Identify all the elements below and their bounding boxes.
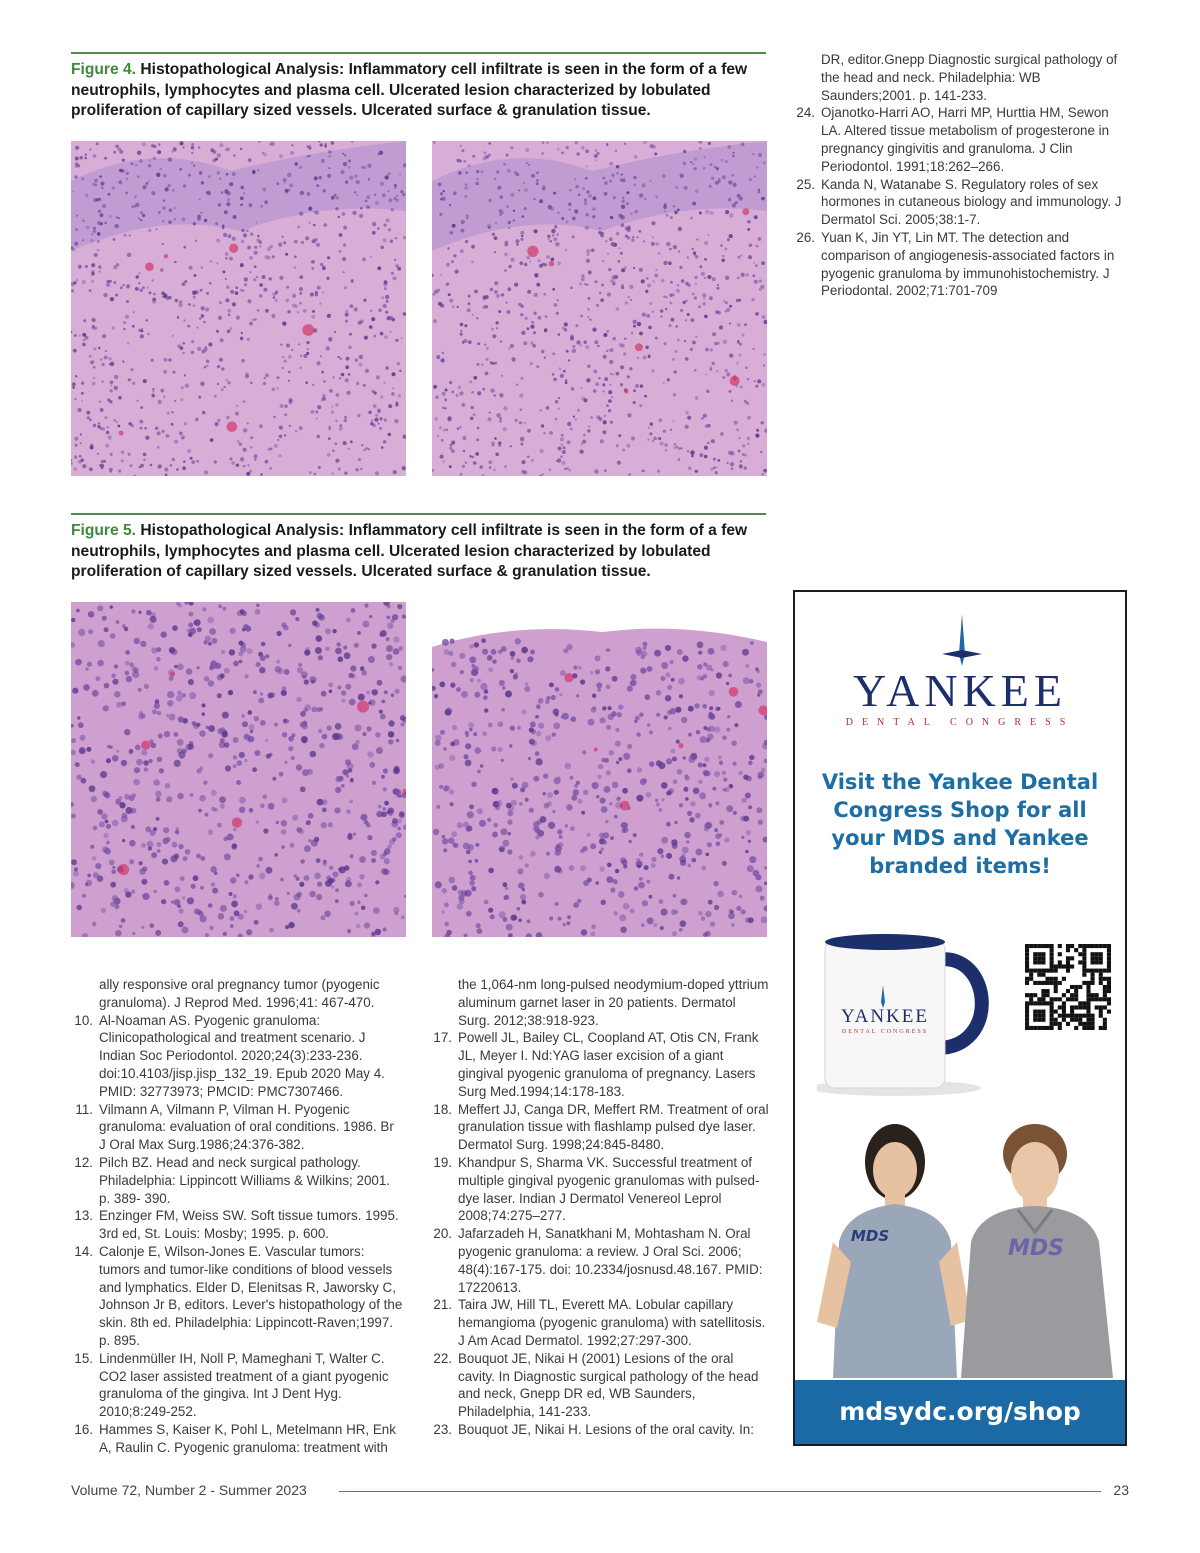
reference-item bbox=[793, 51, 1129, 104]
figure-4-caption-text: Histopathological Analysis: Inflammatory cell infiltrate is seen in the form of a few neutrophils, lymphocytes and plasma cell. Ulcerated lesion characterized by lobulated proliferation of capillary sized vessels. Ulcerated surface & granulation tissue. bbox=[71, 61, 748, 119]
reference-item bbox=[71, 1350, 403, 1421]
reference-number: 25. bbox=[796, 176, 815, 192]
references-column-1 bbox=[71, 976, 403, 1457]
reference-text: Taira JW, Hill TL, Everett MA. Lobular capillary hemangioma (pyogenic granuloma) with satellitosis. J Am Acad Dermatol. 1992;27:297-300. bbox=[458, 1297, 766, 1348]
footer-rule bbox=[339, 1491, 1101, 1492]
compass-star-icon bbox=[940, 614, 984, 666]
reference-item bbox=[793, 176, 1129, 229]
reference-item bbox=[71, 1154, 403, 1207]
reference-text: Pilch BZ. Head and neck surgical pathology. Philadelphia: Lippincott Williams & Wilkins; 2001. p. 389- 390. bbox=[99, 1154, 391, 1206]
figure-5-caption-text: Histopathological Analysis: Inflammatory cell infiltrate is seen in the form of a few neutrophils, lymphocytes and plasma cell. Ulcerated lesion characterized by lobulated proliferation of capillary sized vessels. Ulcerated surface & granulation tissue. bbox=[71, 522, 748, 580]
reference-item bbox=[71, 1012, 403, 1101]
reference-number: 20. bbox=[433, 1226, 452, 1242]
reference-number: 13. bbox=[74, 1208, 93, 1224]
reference-number: 19. bbox=[433, 1154, 452, 1170]
figure-4 bbox=[71, 52, 766, 122]
reference-item bbox=[430, 976, 770, 1029]
reference-number: 14. bbox=[74, 1243, 93, 1259]
reference-item bbox=[430, 1029, 770, 1100]
references-column-3 bbox=[793, 51, 1129, 300]
issue-info: Volume 72, Number 2 - Summer 2023 bbox=[71, 1482, 307, 1498]
ad-brand-logo bbox=[795, 664, 1125, 728]
reference-item bbox=[430, 1101, 770, 1154]
reference-text: Hammes S, Kaiser K, Pohl L, Metelmann HR, Enk A, Raulin C. Pyogenic granuloma: treatment with bbox=[99, 1421, 396, 1455]
reference-number: 18. bbox=[433, 1101, 452, 1117]
figure-rule bbox=[71, 513, 766, 515]
reference-text: Al-Noaman AS. Pyogenic granuloma: Clinicopathological and treatment scenario. J Indian Soc Periodontol. 2020;24(3):233-236. doi:10.4103/jisp.jisp_132_19. Epub 2020 May 4. PMID: 32773973; PMCID: PMC7307466. bbox=[99, 1012, 385, 1099]
reference-number: 23. bbox=[433, 1421, 452, 1437]
reference-number: 22. bbox=[433, 1350, 452, 1366]
mug-brand-sub: DENTAL CONGRESS bbox=[841, 1029, 929, 1035]
hoodie-logo: MDS bbox=[1008, 1236, 1064, 1261]
figure-5-micrograph-right bbox=[432, 602, 767, 937]
reference-item bbox=[793, 229, 1129, 300]
reference-number: 26. bbox=[796, 229, 815, 245]
reference-text: Bouquot JE, Nikai H. Lesions of the oral cavity. In: bbox=[458, 1421, 754, 1437]
reference-number: 16. bbox=[74, 1421, 93, 1437]
reference-item bbox=[71, 1421, 403, 1457]
reference-number: 11. bbox=[75, 1101, 93, 1117]
reference-text: Bouquot JE, Nikai H (2001) Lesions of the oral cavity. In Diagnostic surgical pathology of the head and neck, Gnepp DR ed, WB Saunders, Philadelphia, 141-233. bbox=[458, 1350, 759, 1420]
page-footer bbox=[71, 1482, 1129, 1502]
reference-text: Enzinger FM, Weiss SW. Soft tissue tumors. 1995. 3rd ed, St. Louis: Mosby; 1995. p. 600. bbox=[99, 1208, 399, 1242]
ad-headline: Visit the Yankee Dental Congress Shop for all your MDS and Yankee branded items! bbox=[821, 770, 1099, 878]
reference-text: Lindenmüller IH, Noll P, Mameghani T, Walter C. CO2 laser assisted treatment of a giant pyogenic granuloma of the gingiva. Int J Dent Hyg. 2010;8:249-252. bbox=[99, 1350, 389, 1420]
reference-number: 21. bbox=[433, 1297, 452, 1313]
reference-item bbox=[793, 104, 1129, 175]
reference-text: Jafarzadeh H, Sanatkhani M, Mohtasham N. Oral pyogenic granuloma: a review. J Oral Sci. 2006; 48(4):167-175. doi: 10.2334/josnusd.48.167. PMID: 17220613. bbox=[458, 1226, 763, 1295]
reference-number: 17. bbox=[433, 1030, 452, 1046]
figure-rule bbox=[71, 52, 766, 54]
reference-text: Kanda N, Watanabe S. Regulatory roles of sex hormones in cutaneous biology and immunology. J Dermatol Sci. 2005;38:1-7. bbox=[821, 176, 1122, 228]
reference-item bbox=[430, 1154, 770, 1225]
figure-5-micrograph-left bbox=[71, 602, 406, 937]
reference-item bbox=[430, 1296, 770, 1349]
reference-text: Ojanotko-Harri AO, Harri MP, Hurttia HM, Sewon LA. Altered tissue metabolism of progesterone in pregnancy gingivitis and granuloma. J Clin Periodontol. 1991;18:262–266. bbox=[821, 105, 1110, 174]
figure-5 bbox=[71, 513, 766, 583]
mug-image bbox=[817, 930, 1007, 1100]
ad-brand-sub: DENTAL CONGRESS bbox=[845, 717, 1075, 728]
models-photo bbox=[803, 1122, 1119, 1378]
reference-item bbox=[71, 1243, 403, 1350]
reference-text: DR, editor.Gnepp Diagnostic surgical pathology of the head and neck. Philadelphia: WB Saunders;2001. p. 141-233. bbox=[821, 52, 1118, 103]
reference-number: 24. bbox=[796, 105, 815, 121]
figure-4-micrograph-right bbox=[432, 141, 767, 476]
page-number: 23 bbox=[1113, 1482, 1129, 1498]
yankee-ad[interactable] bbox=[793, 590, 1127, 1446]
figure-4-label: Figure 4. bbox=[71, 61, 136, 78]
reference-number: 12. bbox=[74, 1154, 93, 1170]
reference-text: Khandpur S, Sharma VK. Successful treatment of multiple gingival pyogenic granulomas with pulsed-dye laser. Indian J Dermatol Venereol Leprol 2008;74:275–277. bbox=[458, 1154, 760, 1224]
reference-item bbox=[71, 1101, 403, 1154]
reference-text: Powell JL, Bailey CL, Coopland AT, Otis CN, Frank JL, Meyer I. Nd:YAG laser excision of a giant gingival pyogenic granuloma of pregnancy. Lasers Surg Med.1994;14:178-183. bbox=[458, 1030, 759, 1099]
reference-item bbox=[430, 1421, 770, 1439]
reference-text: the 1,064-nm long-pulsed neodymium-doped yttrium aluminum garnet laser in 20 patients. Dermatol Surg. 2012;38:918-923. bbox=[458, 977, 769, 1028]
ad-brand-name: YANKEE bbox=[853, 665, 1067, 716]
reference-text: Calonje E, Wilson-Jones E. Vascular tumors: tumors and tumor-like conditions of blood vessels and lymphatics. Elder D, Elenitsas R, Jaworsky C, Johnson Jr B, editors. Lever's histopathology of the skin. 8th ed. Philadelphia: Lippincott-Raven;1997. p. 895. bbox=[99, 1243, 403, 1348]
ad-shop-link[interactable]: mdsydc.org/shop bbox=[795, 1380, 1125, 1444]
figure-5-label: Figure 5. bbox=[71, 522, 136, 539]
figure-4-caption bbox=[71, 60, 766, 122]
reference-item bbox=[430, 1350, 770, 1421]
figure-5-caption bbox=[71, 521, 766, 583]
reference-text: Yuan K, Jin YT, Lin MT. The detection and comparison of angiogenesis-associated factors in pyogenic granuloma by immunohistochemistry. J Periodontal. 2002;71:701-709 bbox=[821, 229, 1115, 299]
figure-4-micrograph-left bbox=[71, 141, 406, 476]
references-column-2 bbox=[430, 976, 770, 1439]
reference-text: Meffert JJ, Canga DR, Meffert RM. Treatment of oral granulation tissue with flashlamp pulsed dye laser. Dermatol Surg. 1998;24:845-8480. bbox=[458, 1101, 769, 1153]
reference-number: 15. bbox=[74, 1350, 93, 1366]
shirt-logo: MDS bbox=[851, 1227, 890, 1245]
reference-number: 10. bbox=[74, 1012, 93, 1028]
reference-text: Vilmann A, Vilmann P, Vilman H. Pyogenic granuloma: evaluation of oral conditions. 1986. Br J Oral Max Surg.1986;24:376-382. bbox=[99, 1101, 394, 1153]
reference-item bbox=[71, 1207, 403, 1243]
reference-text: ally responsive oral pregnancy tumor (pyogenic granuloma). J Reprod Med. 1996;41: 467-470. bbox=[99, 977, 380, 1010]
mug-brand: YANKEE bbox=[841, 1006, 929, 1027]
reference-item bbox=[71, 976, 403, 1012]
reference-item bbox=[430, 1225, 770, 1296]
qr-code[interactable] bbox=[1025, 944, 1111, 1030]
